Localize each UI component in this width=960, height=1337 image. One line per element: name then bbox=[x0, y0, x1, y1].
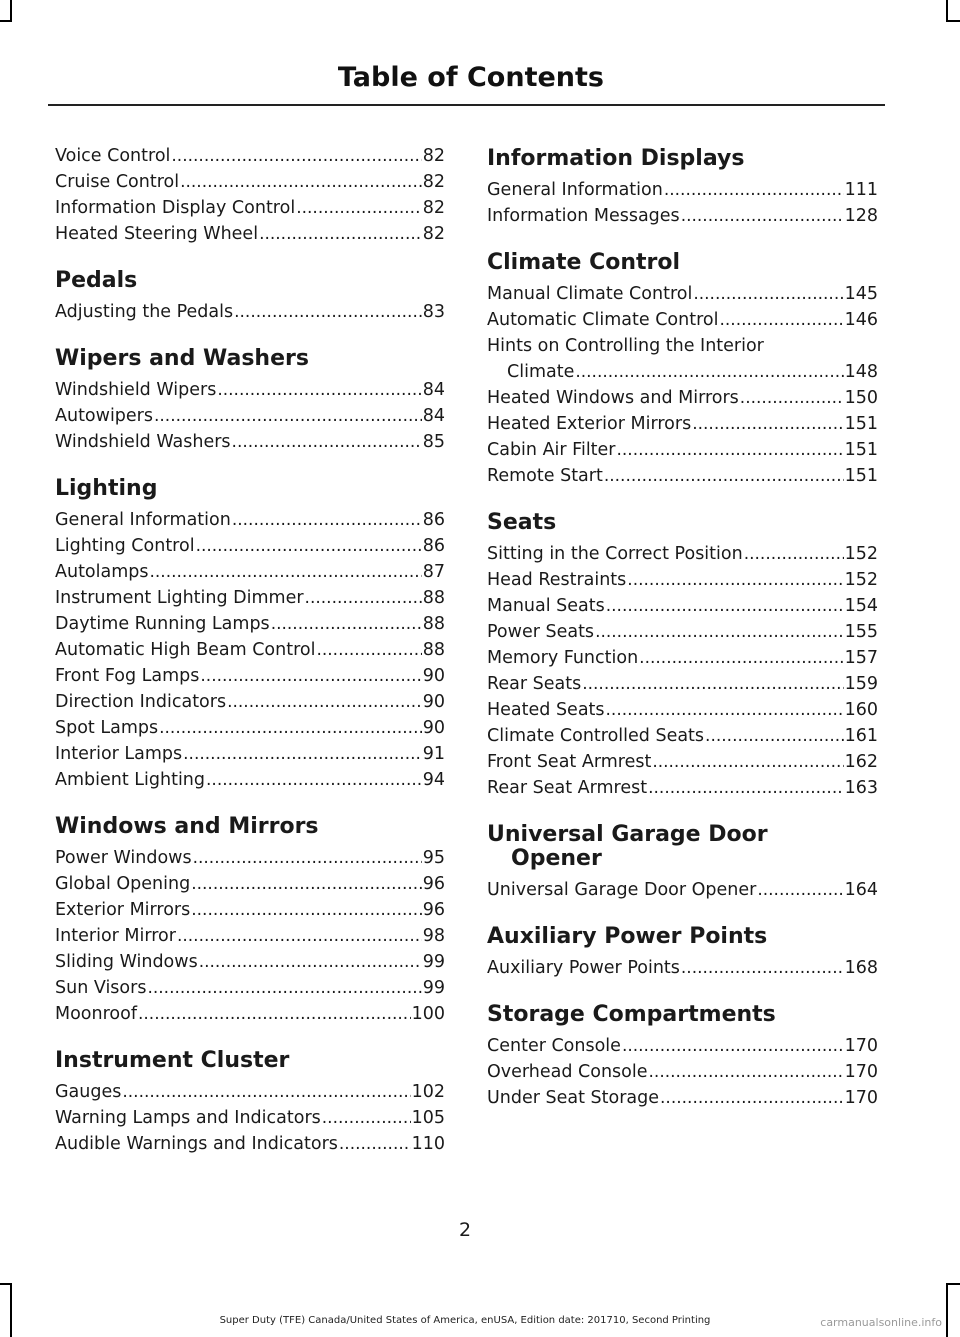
section-heading-auxiliary-power-points bbox=[487, 925, 878, 949]
toc-entry-page: 84 bbox=[422, 380, 445, 400]
dot-leader bbox=[191, 871, 422, 897]
toc-entry-title: Memory Function bbox=[487, 648, 639, 668]
toc-entry-title: Direction Indicators bbox=[55, 692, 227, 712]
toc-entry-page: 83 bbox=[422, 302, 445, 322]
toc-entry-title: Adjusting the Pedals bbox=[55, 302, 234, 322]
toc-entry-title: Lighting Control bbox=[55, 536, 195, 556]
section-heading-text: Auxiliary Power Points bbox=[487, 924, 768, 949]
toc-entry-title: Hints on Controlling the Interior bbox=[487, 336, 764, 356]
toc-entry-page: 82 bbox=[422, 172, 445, 192]
toc-entry-front-seat-armrest[interactable] bbox=[487, 749, 878, 775]
toc-entry-title: Ambient Lighting bbox=[55, 770, 206, 790]
toc-entry-title: General Information bbox=[55, 510, 231, 530]
dot-leader bbox=[122, 1079, 410, 1105]
crop-mark bbox=[946, 1283, 948, 1337]
dot-leader bbox=[622, 1033, 844, 1059]
toc-entry-page: 150 bbox=[844, 388, 878, 408]
toc-entry-page: 105 bbox=[411, 1108, 445, 1128]
toc-entry-title: Universal Garage Door Opener bbox=[487, 880, 757, 900]
toc-entry-information-messages[interactable] bbox=[487, 203, 878, 229]
toc-entry-title: Overhead Console bbox=[487, 1062, 648, 1082]
crop-mark bbox=[946, 20, 960, 22]
dot-leader bbox=[200, 663, 421, 689]
section-heading-text: Climate Control bbox=[487, 250, 681, 275]
dot-leader bbox=[664, 177, 844, 203]
toc-entry-climate-controlled-seats[interactable] bbox=[487, 723, 878, 749]
toc-entry-page: 88 bbox=[422, 588, 445, 608]
dot-leader bbox=[154, 403, 422, 429]
toc-entry-interior-lamps[interactable] bbox=[55, 741, 445, 767]
toc-entry-cabin-air-filter[interactable] bbox=[487, 437, 878, 463]
toc-entry-title: Interior Mirror bbox=[55, 926, 176, 946]
section-heading-instrument-cluster bbox=[55, 1049, 445, 1073]
toc-entry-ambient-lighting[interactable] bbox=[55, 767, 445, 793]
toc-entry-title: Moonroof bbox=[55, 1004, 137, 1024]
toc-entry-title: Automatic Climate Control bbox=[487, 310, 719, 330]
toc-entry-title: Remote Start bbox=[487, 466, 603, 486]
toc-entry-memory-function[interactable] bbox=[487, 645, 878, 671]
toc-entry-general-information[interactable] bbox=[487, 177, 878, 203]
toc-entry-page: 152 bbox=[844, 570, 878, 590]
toc-entry-page: 82 bbox=[422, 198, 445, 218]
toc-entry-page: 128 bbox=[844, 206, 878, 226]
section-heading-text: Seats bbox=[487, 510, 557, 535]
toc-entry-page: 96 bbox=[422, 900, 445, 920]
toc-entry-direction-indicators[interactable] bbox=[55, 689, 445, 715]
toc-entry-page: 94 bbox=[422, 770, 445, 790]
toc-entry-page: 82 bbox=[422, 146, 445, 166]
dot-leader bbox=[150, 559, 422, 585]
page-number: 2 bbox=[458, 1219, 472, 1241]
toc-entry-heated-steering-wheel[interactable] bbox=[55, 221, 445, 247]
dot-leader bbox=[692, 411, 843, 437]
toc-entry-page: 154 bbox=[844, 596, 878, 616]
toc-entry-warning-lamps-and-indicators[interactable] bbox=[55, 1105, 445, 1131]
dot-leader bbox=[719, 307, 843, 333]
dot-leader bbox=[171, 143, 421, 169]
toc-entry-remote-start[interactable] bbox=[487, 463, 878, 489]
dot-leader bbox=[649, 1059, 844, 1085]
toc-entry-interior-mirror[interactable] bbox=[55, 923, 445, 949]
toc-entry-page: 90 bbox=[422, 692, 445, 712]
toc-entry-automatic-climate-control[interactable] bbox=[487, 307, 878, 333]
crop-mark bbox=[0, 1283, 12, 1285]
toc-entry-under-seat-storage[interactable] bbox=[487, 1085, 878, 1111]
section-heading-text: Pedals bbox=[55, 268, 138, 293]
toc-entry-title: Under Seat Storage bbox=[487, 1088, 660, 1108]
toc-entry-page: 159 bbox=[844, 674, 878, 694]
toc-entry-title: Gauges bbox=[55, 1082, 122, 1102]
dot-leader bbox=[316, 637, 421, 663]
section-heading-information-displays bbox=[487, 147, 878, 171]
section-heading-text: Information Displays bbox=[487, 146, 745, 171]
dot-leader bbox=[180, 169, 422, 195]
toc-entry-title-continued: Climate bbox=[507, 362, 575, 382]
section-heading-text: Instrument Cluster bbox=[55, 1048, 290, 1073]
toc-entry-title: Front Seat Armrest bbox=[487, 752, 652, 772]
toc-entry-title: Rear Seats bbox=[487, 674, 582, 694]
toc-entry-title: Climate Controlled Seats bbox=[487, 726, 705, 746]
dot-leader bbox=[232, 507, 422, 533]
section-heading-wipers-and-washers bbox=[55, 347, 445, 371]
toc-entry-page: 151 bbox=[844, 414, 878, 434]
toc-entry-automatic-high-beam-control[interactable] bbox=[55, 637, 445, 663]
toc-column-right bbox=[487, 143, 878, 1111]
dot-leader bbox=[604, 463, 844, 489]
toc-entry-title: Exterior Mirrors bbox=[55, 900, 191, 920]
toc-entry-audible-warnings-and-indicators[interactable] bbox=[55, 1131, 445, 1157]
toc-entry-page: 91 bbox=[422, 744, 445, 764]
toc-entry-title: Manual Seats bbox=[487, 596, 605, 616]
section-heading-seats bbox=[487, 511, 878, 535]
dot-leader bbox=[199, 949, 422, 975]
toc-entry-title: Rear Seat Armrest bbox=[487, 778, 648, 798]
section-heading-text: Wipers and Washers bbox=[55, 346, 309, 371]
toc-entry-windshield-wipers[interactable] bbox=[55, 377, 445, 403]
toc-entry-title: Sliding Windows bbox=[55, 952, 198, 972]
toc-entry-page: 155 bbox=[844, 622, 878, 642]
toc-entry-title: Automatic High Beam Control bbox=[55, 640, 316, 660]
toc-entry-title: Windshield Wipers bbox=[55, 380, 217, 400]
toc-entry-title: Heated Steering Wheel bbox=[55, 224, 259, 244]
toc-column-left bbox=[55, 143, 445, 1157]
toc-entry-heated-seats[interactable] bbox=[487, 697, 878, 723]
toc-entry-title: Cruise Control bbox=[55, 172, 180, 192]
toc-entry-heated-exterior-mirrors[interactable] bbox=[487, 411, 878, 437]
dot-leader bbox=[305, 585, 422, 611]
toc-entry-page: 151 bbox=[844, 466, 878, 486]
dot-leader bbox=[322, 1105, 411, 1131]
toc-entry-page: 111 bbox=[844, 180, 878, 200]
toc-entry-title: Head Restraints bbox=[487, 570, 627, 590]
dot-leader bbox=[648, 775, 843, 801]
dot-leader bbox=[627, 567, 843, 593]
toc-entry-exterior-mirrors[interactable] bbox=[55, 897, 445, 923]
toc-entry-page: 88 bbox=[422, 640, 445, 660]
dot-leader bbox=[639, 645, 843, 671]
toc-entry-page: 84 bbox=[422, 406, 445, 426]
toc-entry-adjusting-the-pedals[interactable] bbox=[55, 299, 445, 325]
toc-entry-center-console[interactable] bbox=[487, 1033, 878, 1059]
toc-entry-page: 170 bbox=[844, 1036, 878, 1056]
section-heading-text: Windows and Mirrors bbox=[55, 814, 319, 839]
dot-leader bbox=[693, 281, 843, 307]
section-heading-windows-and-mirrors bbox=[55, 815, 445, 839]
section-heading-storage-compartments bbox=[487, 1003, 878, 1027]
toc-entry-daytime-running-lamps[interactable] bbox=[55, 611, 445, 637]
toc-entry-page: 99 bbox=[422, 978, 445, 998]
toc-entry-general-information[interactable] bbox=[55, 507, 445, 533]
toc-entry-heated-windows-and-mirrors[interactable] bbox=[487, 385, 878, 411]
dot-leader bbox=[681, 203, 844, 229]
crop-mark bbox=[0, 20, 12, 22]
dot-leader bbox=[705, 723, 844, 749]
dot-leader bbox=[177, 923, 422, 949]
toc-entry-title: Spot Lamps bbox=[55, 718, 159, 738]
toc-entry-page: 161 bbox=[844, 726, 878, 746]
crop-mark bbox=[946, 1283, 960, 1285]
toc-entry-page: 110 bbox=[411, 1134, 445, 1154]
toc-entry-title: Heated Windows and Mirrors bbox=[487, 388, 739, 408]
watermark: carmanualsonline.info bbox=[820, 1316, 942, 1329]
toc-entry-page: 86 bbox=[422, 510, 445, 530]
dot-leader bbox=[575, 359, 843, 385]
dot-leader bbox=[234, 299, 422, 325]
toc-entry-voice-control[interactable] bbox=[55, 143, 445, 169]
toc-entry-page: 100 bbox=[411, 1004, 445, 1024]
section-heading-climate-control bbox=[487, 251, 878, 275]
toc-entry-page: 82 bbox=[422, 224, 445, 244]
toc-entry-spot-lamps[interactable] bbox=[55, 715, 445, 741]
dot-leader bbox=[193, 845, 422, 871]
toc-entry-page: 95 bbox=[422, 848, 445, 868]
toc-entry-windshield-washers[interactable] bbox=[55, 429, 445, 455]
toc-entry-title: Manual Climate Control bbox=[487, 284, 693, 304]
dot-leader bbox=[595, 619, 844, 645]
toc-entry-title: Global Opening bbox=[55, 874, 191, 894]
dot-leader bbox=[744, 541, 844, 567]
toc-entry-gauges[interactable] bbox=[55, 1079, 445, 1105]
toc-entry-hints-on-controlling-the-interiorclimate[interactable] bbox=[487, 333, 878, 385]
toc-entry-page: 160 bbox=[844, 700, 878, 720]
dot-leader bbox=[681, 955, 844, 981]
toc-entry-page: 145 bbox=[844, 284, 878, 304]
toc-entry-title: Interior Lamps bbox=[55, 744, 183, 764]
toc-entry-title: Heated Exterior Mirrors bbox=[487, 414, 692, 434]
page-title: Table of Contents bbox=[337, 62, 604, 93]
toc-entry-front-fog-lamps[interactable] bbox=[55, 663, 445, 689]
toc-entry-title: Daytime Running Lamps bbox=[55, 614, 270, 634]
toc-entry-sitting-in-the-correct-position[interactable] bbox=[487, 541, 878, 567]
header-divider bbox=[48, 104, 885, 106]
crop-mark bbox=[10, 1283, 12, 1337]
toc-entry-title: General Information bbox=[487, 180, 663, 200]
toc-entry-title: Cabin Air Filter bbox=[487, 440, 616, 460]
dot-leader bbox=[617, 437, 844, 463]
toc-entry-page: 170 bbox=[844, 1088, 878, 1108]
toc-entry-title: Warning Lamps and Indicators bbox=[55, 1108, 321, 1128]
toc-entry-page: 162 bbox=[844, 752, 878, 772]
toc-entry-autolamps[interactable] bbox=[55, 559, 445, 585]
dot-leader bbox=[227, 689, 422, 715]
section-heading-text: Universal Garage Door bbox=[487, 822, 768, 847]
dot-leader bbox=[660, 1085, 844, 1111]
toc-entry-page: 168 bbox=[844, 958, 878, 978]
toc-entry-page: 86 bbox=[422, 536, 445, 556]
toc-entry-page: 148 bbox=[844, 362, 878, 382]
toc-entry-head-restraints[interactable] bbox=[487, 567, 878, 593]
toc-entry-cruise-control[interactable] bbox=[55, 169, 445, 195]
toc-entry-title: Windshield Washers bbox=[55, 432, 231, 452]
toc-entry-page: 85 bbox=[422, 432, 445, 452]
toc-entry-power-seats[interactable] bbox=[487, 619, 878, 645]
dot-leader bbox=[339, 1131, 411, 1157]
dot-leader bbox=[582, 671, 843, 697]
section-heading-universal-garage-dooropener bbox=[487, 823, 878, 871]
toc-entry-manual-seats[interactable] bbox=[487, 593, 878, 619]
section-heading-lighting bbox=[55, 477, 445, 501]
toc-entry-lighting-control[interactable] bbox=[55, 533, 445, 559]
toc-entry-power-windows[interactable] bbox=[55, 845, 445, 871]
toc-entry-page: 99 bbox=[422, 952, 445, 972]
toc-entry-global-opening[interactable] bbox=[55, 871, 445, 897]
dot-leader bbox=[271, 611, 422, 637]
dot-leader bbox=[652, 749, 843, 775]
dot-leader bbox=[159, 715, 422, 741]
toc-entry-title: Information Display Control bbox=[55, 198, 296, 218]
dot-leader bbox=[740, 385, 844, 411]
toc-entry-page: 90 bbox=[422, 666, 445, 686]
dot-leader bbox=[191, 897, 421, 923]
toc-entry-title: Instrument Lighting Dimmer bbox=[55, 588, 304, 608]
dot-leader bbox=[757, 877, 843, 903]
toc-entry-title: Information Messages bbox=[487, 206, 680, 226]
dot-leader bbox=[217, 377, 421, 403]
toc-entry-page: 157 bbox=[844, 648, 878, 668]
toc-entry-title: Auxiliary Power Points bbox=[487, 958, 680, 978]
section-heading-text: Lighting bbox=[55, 476, 158, 501]
dot-leader bbox=[206, 767, 422, 793]
toc-entry-title: Front Fog Lamps bbox=[55, 666, 200, 686]
toc-entry-auxiliary-power-points[interactable] bbox=[487, 955, 878, 981]
section-heading-text: Storage Compartments bbox=[487, 1002, 776, 1027]
toc-entry-page: 87 bbox=[422, 562, 445, 582]
toc-entry-page: 146 bbox=[844, 310, 878, 330]
toc-entry-title: Autolamps bbox=[55, 562, 149, 582]
toc-entry-page: 151 bbox=[844, 440, 878, 460]
toc-entry-autowipers[interactable] bbox=[55, 403, 445, 429]
toc-entry-instrument-lighting-dimmer[interactable] bbox=[55, 585, 445, 611]
toc-entry-page: 96 bbox=[422, 874, 445, 894]
toc-entry-sun-visors[interactable] bbox=[55, 975, 445, 1001]
toc-entry-information-display-control[interactable] bbox=[55, 195, 445, 221]
dot-leader bbox=[147, 975, 421, 1001]
section-heading-text-continued: Opener bbox=[511, 846, 602, 871]
toc-entry-title: Autowipers bbox=[55, 406, 153, 426]
toc-entry-overhead-console[interactable] bbox=[487, 1059, 878, 1085]
toc-entry-rear-seats[interactable] bbox=[487, 671, 878, 697]
dot-leader bbox=[232, 429, 422, 455]
dot-leader bbox=[183, 741, 422, 767]
dot-leader bbox=[606, 593, 844, 619]
dot-leader bbox=[196, 533, 422, 559]
toc-entry-sliding-windows[interactable] bbox=[55, 949, 445, 975]
toc-entry-page: 164 bbox=[844, 880, 878, 900]
toc-entry-title: Voice Control bbox=[55, 146, 171, 166]
toc-entry-title: Sun Visors bbox=[55, 978, 147, 998]
toc-entry-page: 90 bbox=[422, 718, 445, 738]
crop-mark bbox=[10, 0, 12, 22]
toc-entry-title: Power Windows bbox=[55, 848, 192, 868]
toc-entry-title: Heated Seats bbox=[487, 700, 605, 720]
crop-mark bbox=[946, 0, 948, 22]
toc-entry-page: 170 bbox=[844, 1062, 878, 1082]
toc-entry-moonroof[interactable] bbox=[55, 1001, 445, 1027]
toc-entry-title: Power Seats bbox=[487, 622, 595, 642]
dot-leader bbox=[138, 1001, 411, 1027]
toc-entry-page: 88 bbox=[422, 614, 445, 634]
toc-entry-universal-garage-door-opener[interactable] bbox=[487, 877, 878, 903]
toc-entry-manual-climate-control[interactable] bbox=[487, 281, 878, 307]
dot-leader bbox=[259, 221, 422, 247]
toc-entry-title: Audible Warnings and Indicators bbox=[55, 1134, 338, 1154]
toc-entry-rear-seat-armrest[interactable] bbox=[487, 775, 878, 801]
toc-entry-page: 152 bbox=[844, 544, 878, 564]
toc-entry-title: Center Console bbox=[487, 1036, 621, 1056]
toc-entry-page: 102 bbox=[411, 1082, 445, 1102]
toc-entry-page: 163 bbox=[844, 778, 878, 798]
dot-leader bbox=[606, 697, 844, 723]
dot-leader bbox=[296, 195, 422, 221]
toc-entry-title: Sitting in the Correct Position bbox=[487, 544, 743, 564]
section-heading-pedals bbox=[55, 269, 445, 293]
footer-edition-info: Super Duty (TFE) Canada/United States of America, enUSA, Edition date: 201710, Second Printing bbox=[219, 1315, 711, 1326]
toc-entry-page: 98 bbox=[422, 926, 445, 946]
